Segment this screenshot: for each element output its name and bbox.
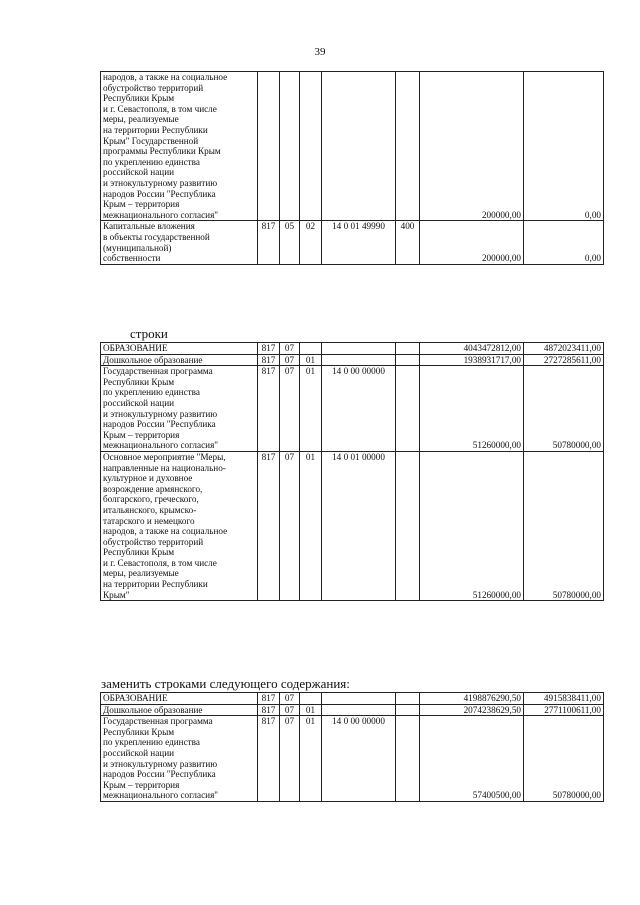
row-subsection-code: 01 bbox=[300, 704, 322, 716]
row-target-article bbox=[322, 343, 396, 355]
row-subsection-code: 01 bbox=[300, 716, 322, 802]
row-amount-year2: 50780000,00 bbox=[524, 716, 604, 802]
row-target-article bbox=[322, 72, 396, 221]
row-expense-type bbox=[396, 366, 420, 452]
row-amount-year1: 2074238629,50 bbox=[420, 704, 524, 716]
budget-table-continuation bbox=[100, 71, 604, 265]
table-row bbox=[101, 704, 604, 716]
row-expense-type bbox=[396, 354, 420, 366]
row-amount-year2: 0,00 bbox=[524, 72, 604, 221]
row-target-article bbox=[322, 693, 396, 705]
row-expense-type bbox=[396, 704, 420, 716]
row-section-code: 07 bbox=[280, 354, 300, 366]
row-amount-year2: 2727285611,00 bbox=[524, 354, 604, 366]
row-name: Основное мероприятие "Меры, направленные на национально- культурное и духовное возрождение армянского, болгарского, греческого, итальянского, крымско- татарского и немецкого народов, а также на социальное обустройство территорий Республики Крым и г. Севастополя, в том числе меры, реализуемые на территории Республики Крым" bbox=[101, 451, 258, 600]
row-section-code: 07 bbox=[280, 343, 300, 355]
row-name: Капитальные вложения в объекты государственной (муниципальной) собственности bbox=[101, 221, 258, 264]
row-subsection-code: 01 bbox=[300, 451, 322, 600]
row-target-article bbox=[322, 354, 396, 366]
row-ved-code: 817 bbox=[258, 704, 280, 716]
table-row bbox=[101, 72, 604, 221]
row-target-article: 14 0 01 00000 bbox=[322, 451, 396, 600]
row-amount-year2: 50780000,00 bbox=[524, 366, 604, 452]
table-row bbox=[101, 716, 604, 802]
row-ved-code: 817 bbox=[258, 343, 280, 355]
row-amount-year1: 1938931717,00 bbox=[420, 354, 524, 366]
row-amount-year2: 4872023411,00 bbox=[524, 343, 604, 355]
row-section-code: 05 bbox=[280, 221, 300, 264]
row-section-code: 07 bbox=[280, 716, 300, 802]
row-ved-code: 817 bbox=[258, 354, 280, 366]
table-row bbox=[101, 451, 604, 600]
row-amount-year1: 51260000,00 bbox=[420, 451, 524, 600]
row-ved-code: 817 bbox=[258, 366, 280, 452]
row-expense-type bbox=[396, 451, 420, 600]
row-amount-year2: 50780000,00 bbox=[524, 451, 604, 600]
row-expense-type bbox=[396, 72, 420, 221]
budget-table-original-lines bbox=[100, 342, 604, 601]
row-name: ОБРАЗОВАНИЕ bbox=[101, 693, 258, 705]
row-target-article: 14 0 00 00000 bbox=[322, 716, 396, 802]
row-name: Дошкольное образование bbox=[101, 704, 258, 716]
table-row bbox=[101, 221, 604, 264]
row-amount-year1: 4043472812,00 bbox=[420, 343, 524, 355]
row-expense-type bbox=[396, 343, 420, 355]
row-subsection-code bbox=[300, 693, 322, 705]
table-row bbox=[101, 354, 604, 366]
row-name: народов, а также на социальное обустройство территорий Республики Крым и г. Севастополя, в том числе меры, реализуемые на территории Республики Крым" Государственной программы Республики Крым по укреплению единства российской нации и этнокультурному развитию народов России "Республика Крым – территория межнационального согласия" bbox=[101, 72, 258, 221]
row-expense-type bbox=[396, 716, 420, 802]
row-ved-code: 817 bbox=[258, 451, 280, 600]
row-expense-type: 400 bbox=[396, 221, 420, 264]
row-subsection-code: 02 bbox=[300, 221, 322, 264]
row-name: Государственная программа Республики Крым по укреплению единства российской нации и этнокультурному развитию народов России "Республика Крым – территория межнационального согласия" bbox=[101, 716, 258, 802]
row-name: Государственная программа Республики Крым по укреплению единства российской нации и этнокультурному развитию народов России "Республика Крым – территория межнационального согласия" bbox=[101, 366, 258, 452]
row-amount-year1: 200000,00 bbox=[420, 221, 524, 264]
row-section-code: 07 bbox=[280, 366, 300, 452]
table-row bbox=[101, 693, 604, 705]
row-target-article: 14 0 00 00000 bbox=[322, 366, 396, 452]
row-ved-code: 817 bbox=[258, 716, 280, 802]
row-amount-year1: 51260000,00 bbox=[420, 366, 524, 452]
row-section-code: 07 bbox=[280, 451, 300, 600]
row-subsection-code: 01 bbox=[300, 366, 322, 452]
row-section-code: 07 bbox=[280, 704, 300, 716]
row-target-article: 14 0 01 49990 bbox=[322, 221, 396, 264]
row-ved-code bbox=[258, 72, 280, 221]
row-subsection-code bbox=[300, 72, 322, 221]
row-section-code bbox=[280, 72, 300, 221]
row-amount-year1: 57400500,00 bbox=[420, 716, 524, 802]
row-name: ОБРАЗОВАНИЕ bbox=[101, 343, 258, 355]
row-subsection-code bbox=[300, 343, 322, 355]
row-amount-year2: 4915838411,00 bbox=[524, 693, 604, 705]
page-number: 39 bbox=[314, 46, 326, 58]
row-amount-year2: 2771100611,00 bbox=[524, 704, 604, 716]
row-amount-year1: 4198876290,50 bbox=[420, 693, 524, 705]
table-row bbox=[101, 343, 604, 355]
row-ved-code: 817 bbox=[258, 221, 280, 264]
row-amount-year2: 0,00 bbox=[524, 221, 604, 264]
row-expense-type bbox=[396, 693, 420, 705]
table-row bbox=[101, 366, 604, 452]
row-amount-year1: 200000,00 bbox=[420, 72, 524, 221]
row-target-article bbox=[322, 704, 396, 716]
row-subsection-code: 01 bbox=[300, 354, 322, 366]
row-name: Дошкольное образование bbox=[101, 354, 258, 366]
row-ved-code: 817 bbox=[258, 693, 280, 705]
row-section-code: 07 bbox=[280, 693, 300, 705]
budget-table-replacement-lines bbox=[100, 692, 604, 802]
section-heading-lines: строки bbox=[130, 326, 168, 341]
section-heading-replace: заменить строками следующего содержания: bbox=[101, 676, 350, 691]
